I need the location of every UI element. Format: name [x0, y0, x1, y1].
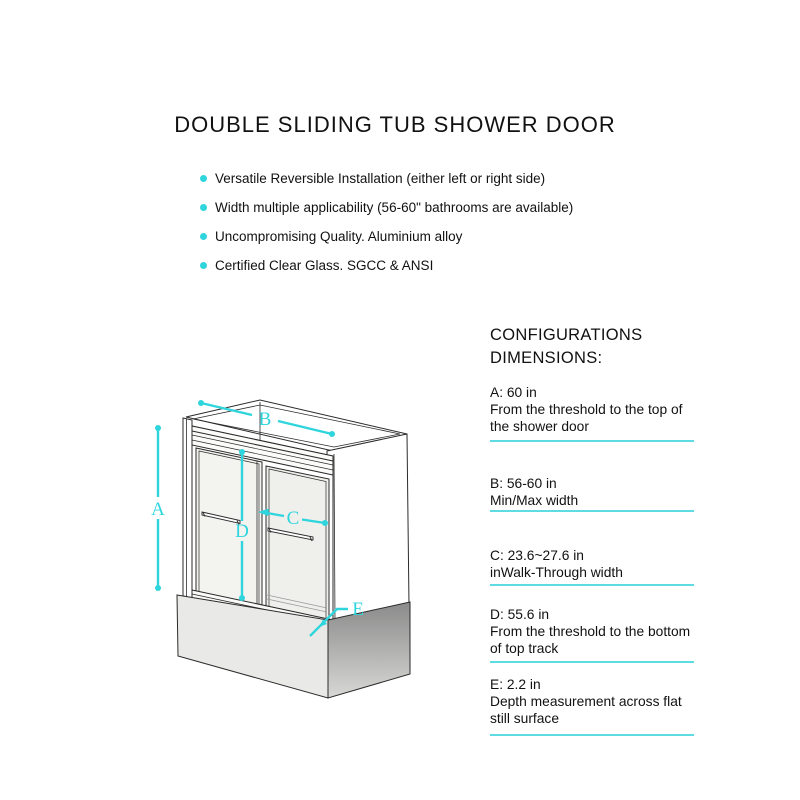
spec-desc-line: of top track [490, 641, 559, 656]
dim-label-d: D [235, 521, 249, 542]
right-wall [327, 434, 409, 625]
spec-desc-line: still surface [490, 711, 560, 726]
bullet-icon [200, 233, 207, 240]
spec-item-c [490, 547, 705, 581]
feature-item [200, 171, 573, 187]
bullet-icon [200, 262, 207, 269]
bullet-icon [200, 175, 207, 182]
divider [490, 661, 694, 663]
specs-heading [490, 324, 642, 370]
feature-text: Versatile Reversible Installation (either left or right side) [215, 171, 546, 186]
spec-item-a [490, 384, 705, 435]
dim-label-c: C [286, 508, 300, 529]
feature-item [200, 200, 573, 216]
spec-label: A: 60 in [490, 385, 537, 400]
spec-item-d [490, 606, 705, 657]
divider [490, 440, 694, 442]
page-title: DOUBLE SLIDING TUB SHOWER DOOR [174, 112, 616, 137]
shower-door-drawing [140, 390, 480, 750]
dimension-line-a [151, 425, 165, 591]
door-assembly [192, 426, 333, 628]
dim-label-a: A [151, 499, 165, 520]
feature-text: Uncompromising Quality. Aluminium alloy [215, 229, 463, 244]
dim-label-e: E [352, 599, 364, 620]
specs-heading-line2: DIMENSIONS: [490, 349, 603, 367]
spec-item-e [490, 676, 705, 727]
dim-label-b: B [258, 409, 272, 430]
spec-item-b [490, 475, 705, 509]
feature-text: Certified Clear Glass. SGCC & ANSI [215, 258, 434, 273]
feature-item [200, 258, 573, 274]
spec-desc-line: Min/Max width [490, 493, 579, 508]
divider [490, 734, 694, 736]
spec-desc-line: inWalk-Through width [490, 565, 623, 580]
feature-list [200, 171, 573, 287]
spec-desc-line: Depth measurement across flat [490, 694, 682, 709]
glass-panel-rear [266, 466, 329, 622]
feature-item [200, 229, 573, 245]
spec-label: D: 55.6 in [490, 607, 550, 622]
divider [490, 510, 694, 512]
spec-desc-line: From the threshold to the top of [490, 402, 683, 417]
feature-text: Width multiple applicability (56-60" bathrooms are available) [215, 200, 574, 215]
specs-heading-line1: CONFIGURATIONS [490, 326, 643, 344]
divider [490, 584, 694, 586]
spec-label: B: 56-60 in [490, 476, 557, 491]
spec-desc-line: From the threshold to the bottom [490, 624, 691, 639]
glass-panel-front [196, 448, 262, 609]
spec-label: E: 2.2 in [490, 677, 541, 692]
spec-label: C: 23.6~27.6 in [490, 548, 584, 563]
spec-desc-line: the shower door [490, 419, 589, 434]
left-wall [183, 418, 192, 598]
bullet-icon [200, 204, 207, 211]
